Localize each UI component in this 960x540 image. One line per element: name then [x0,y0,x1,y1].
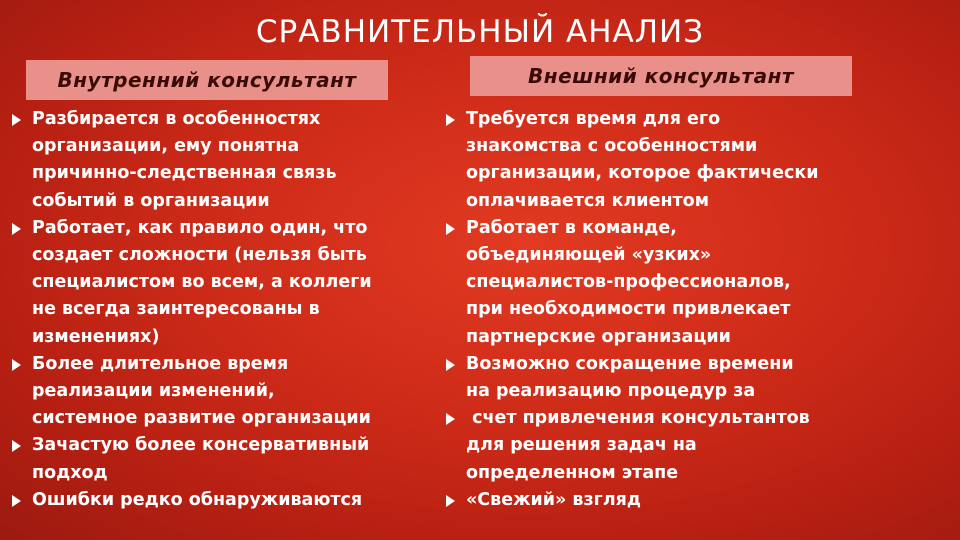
item-line: подход [32,462,108,483]
list-item [444,487,884,514]
item-line: реализации изменений, [32,381,275,402]
item-line: Разбирается в особенностях [32,109,321,129]
item-line: определенном этапе [466,462,679,483]
item-line: изменениях) [32,326,160,347]
item-line: партнерские организации [466,326,731,347]
triangle-bullet-icon [446,223,455,235]
item-line: оплачивается клиентом [466,190,710,211]
item-line: организации, ему понятна [32,136,300,157]
item-line: специалистом во всем, а коллеги [32,272,372,293]
item-line: для решения задач на [466,435,697,456]
list-item [444,215,884,351]
triangle-bullet-icon [446,413,455,425]
external-consultant-header-label: Внешний консультант [528,64,794,88]
item-line: системное развитие организации [32,408,371,429]
item-line: не всегда заинтересованы в [32,299,320,320]
item-line: Требуется время для его [466,109,721,129]
list-item [10,487,440,514]
internal-consultant-header-label: Внутренний консультант [57,68,357,92]
list-item [10,215,440,351]
item-line: создает сложности (нельзя быть [32,245,367,266]
triangle-bullet-icon [12,359,21,371]
item-line: Возможно сокращение времени [466,353,794,374]
item-line: Более длительное время [32,353,289,374]
item-line: Работает, как правило один, что [32,217,368,238]
list-item [10,351,440,433]
item-line: при необходимости привлекает [466,299,791,320]
item-line: специалистов-профессионалов, [466,272,791,293]
external-consultant-list [444,106,884,514]
triangle-bullet-icon [446,359,455,371]
item-line: знакомства с особенностями [466,136,758,157]
slide-title: СРАВНИТЕЛЬНЫЙ АНАЛИЗ [255,14,705,50]
list-item [444,106,884,215]
item-line: счет привлечения консультантов [466,408,810,429]
triangle-bullet-icon [12,223,21,235]
item-line: Зачастую более консервативный [32,435,370,456]
triangle-bullet-icon [12,495,21,507]
item-line: на реализацию процедур за [466,381,756,402]
item-line: Работает в команде, [466,217,677,238]
list-item [10,432,440,486]
external-consultant-header [470,56,852,96]
item-line: «Свежий» взгляд [466,489,641,510]
triangle-bullet-icon [12,440,21,452]
item-line: событий в организации [32,190,270,211]
internal-consultant-header [26,60,388,100]
list-item [444,351,884,405]
triangle-bullet-icon [446,495,455,507]
item-line: причинно-следственная связь [32,163,337,184]
item-line: организации, которое фактически [466,163,819,184]
triangle-bullet-icon [446,114,455,126]
list-item [444,405,884,487]
internal-consultant-list [10,106,440,514]
item-line: объединяющей «узких» [466,245,712,266]
list-item [10,106,440,215]
triangle-bullet-icon [12,114,21,126]
item-line: Ошибки редко обнаруживаются [32,489,363,510]
